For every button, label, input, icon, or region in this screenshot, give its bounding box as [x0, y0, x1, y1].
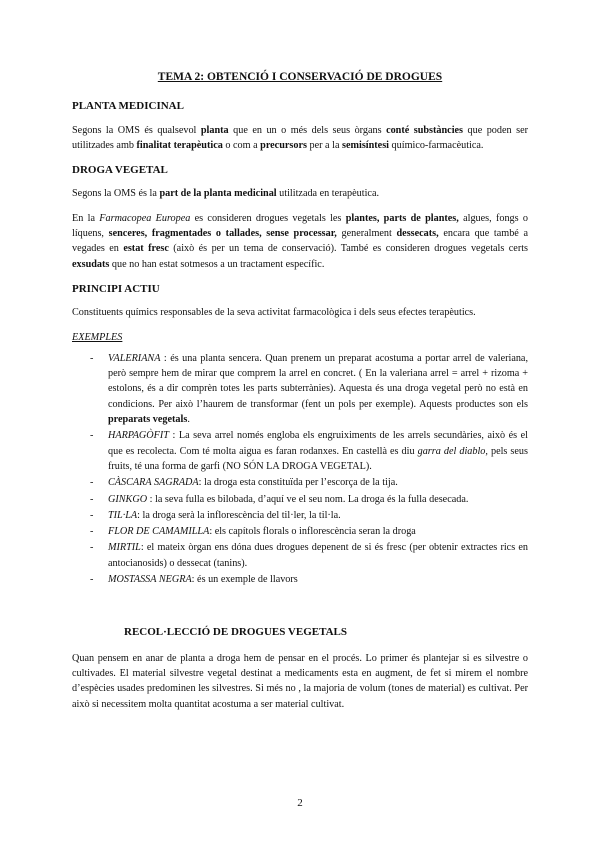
text: que no han estat sotmesos a un tractament específic. [109, 258, 325, 270]
list-item [72, 572, 528, 587]
bold-text: dessecats, [396, 228, 439, 240]
item-name: MIRTIL [108, 542, 141, 554]
bold-text: preparats vegetals [108, 414, 188, 426]
paragraph-planta-definition [72, 123, 528, 154]
bold-text: semisíntesi [342, 139, 389, 151]
paragraph-recollecio: Quan pensem en anar de planta a droga hem de pensar en el procés. Lo primer és plantejar si es silvestre o cultivades. El material silvestre vegetal destinat a medicaments esta en augment, de fet si mirem el nombre d’espècies usades predominen les silvestres. Si més no , la majoria de volum (tones de material) es cultivat. Per això si necessitem molta quantitat acostuma a ser material cultivat. [72, 652, 528, 710]
dash-bullet: - [90, 509, 94, 521]
text: químico-farmacèutica. [389, 139, 484, 151]
heading-principi-actiu: PRINCIPI ACTIU [72, 282, 160, 295]
list-item [72, 524, 528, 539]
item-name: TIL·LA [108, 509, 138, 521]
list-item [72, 475, 528, 490]
bold-text: precursors [260, 139, 307, 151]
heading-planta-medicinal: PLANTA MEDICINAL [72, 100, 184, 113]
bold-text: senceres, fragmentades o tallades, sense processar, [108, 228, 337, 240]
item-text: : els capítols florals o inflorescència seran la droga [209, 526, 416, 538]
heading-droga-vegetal: DROGA VEGETAL [72, 164, 168, 177]
dash-bullet: - [90, 542, 94, 554]
bold-text: estat fresc [123, 243, 169, 255]
list-item [72, 508, 528, 523]
text: Segons la OMS és qualsevol [72, 124, 201, 136]
text: (això és per un tema de conservació). També es consideren drogues vegetals certs [168, 243, 529, 255]
paragraph-droga-definition [72, 186, 528, 201]
paragraph-farmacopea [72, 211, 528, 272]
item-text: : és una planta sencera. Quan prenem un preparat acostuma a portar arrel de valeriana, però sempre hem de mirar que comprem la arrel en concret. ( En la valeriana arrel = arrel + rizoma + estolons, és a dir comprèn totes les parts subterrànies). Aquesta és una droga vegetal però no està en condicions. Per això l’haurem de transformar (fent un pols per exemple). Aquests productes son els [108, 352, 528, 410]
paragraph-principi-definition: Constituents químics responsables de la seva activitat farmacològica i dels seus efectes terapèutics. [72, 307, 476, 319]
text: o com a [222, 139, 261, 151]
text: En la [72, 212, 100, 224]
item-text: : el mateix òrgan ens dóna dues drogues depenent de si és fresc (per obtenir extractes rics en antocianosids) o dessecat (tanins). [108, 542, 528, 569]
text: generalment [336, 228, 397, 240]
item-name: MOSTASSA NEGRA [108, 574, 192, 586]
item-name: VALERIANA [108, 352, 161, 364]
text: per a la [306, 139, 343, 151]
document-title: TEMA 2: OBTENCIÓ I CONSERVACIÓ DE DROGUES [157, 71, 443, 83]
text: es consideren drogues vegetals les [190, 212, 346, 224]
examples-label: EXEMPLES [72, 331, 123, 343]
list-item [72, 540, 528, 571]
item-text: : és un exemple de llavors [191, 574, 298, 586]
item-text: , pels seus fruits, té una forma de garfi (NO SÓN LA DROGA VEGETAL). [108, 445, 528, 472]
heading-recollecio: RECOL·LECCIÓ DE DROGUES VEGETALS [124, 626, 348, 639]
dash-bullet: - [90, 493, 94, 505]
item-name: FLOR DE CAMAMILLA [108, 526, 210, 538]
text: utilitzada en terapèutica. [276, 188, 380, 200]
text: que en un o més dels seus òrgans [228, 124, 387, 136]
bold-text: exsudats [72, 258, 110, 270]
list-item [72, 428, 528, 474]
item-name: CÀSCARA SAGRADA [108, 477, 199, 489]
item-text: : la droga serà la inflorescència del til·ler, la til·la. [137, 509, 341, 521]
bold-text: plantes, parts de plantes, [345, 212, 459, 224]
item-name: GINKGO [108, 493, 148, 505]
list-item [72, 351, 528, 427]
list-item [72, 492, 528, 507]
text: que poden ser utilitzades amb [72, 124, 528, 151]
document-page [72, 66, 528, 721]
item-text: : La seva arrel només engloba els engruiximents de les arrels secundàries, això és el que es recolecta. Com té molta aigua es faran rodanxes. En castellà es diu [108, 430, 528, 457]
page-number: 2 [297, 797, 303, 809]
text: encara que també a vegades en [72, 228, 528, 255]
item-text: : la droga esta constituïda per l’escorça de la tija. [198, 477, 398, 489]
italic-text: garra del diablo [417, 445, 486, 457]
item-text: : la seva fulla es bilobada, d’aquí ve el seu nom. La droga és la fulla desecada. [147, 493, 469, 505]
italic-text: Farmacopea Europea [99, 212, 191, 224]
dash-bullet: - [90, 477, 94, 489]
dash-bullet: - [90, 430, 94, 442]
dash-bullet: - [90, 574, 94, 586]
bold-text: conté substàncies [386, 124, 464, 136]
dash-bullet: - [90, 526, 94, 538]
item-name: HARPAGÒFIT [108, 430, 169, 442]
bold-text: part de la planta medicinal [159, 188, 277, 200]
bold-text: planta [200, 124, 229, 136]
text: algues, fongs o líquens, [72, 212, 528, 240]
bold-text: finalitat terapèutica [136, 139, 223, 151]
examples-list [72, 351, 528, 587]
text: Segons la OMS és la [72, 188, 160, 200]
dash-bullet: - [90, 352, 94, 364]
item-text: . [187, 414, 190, 426]
